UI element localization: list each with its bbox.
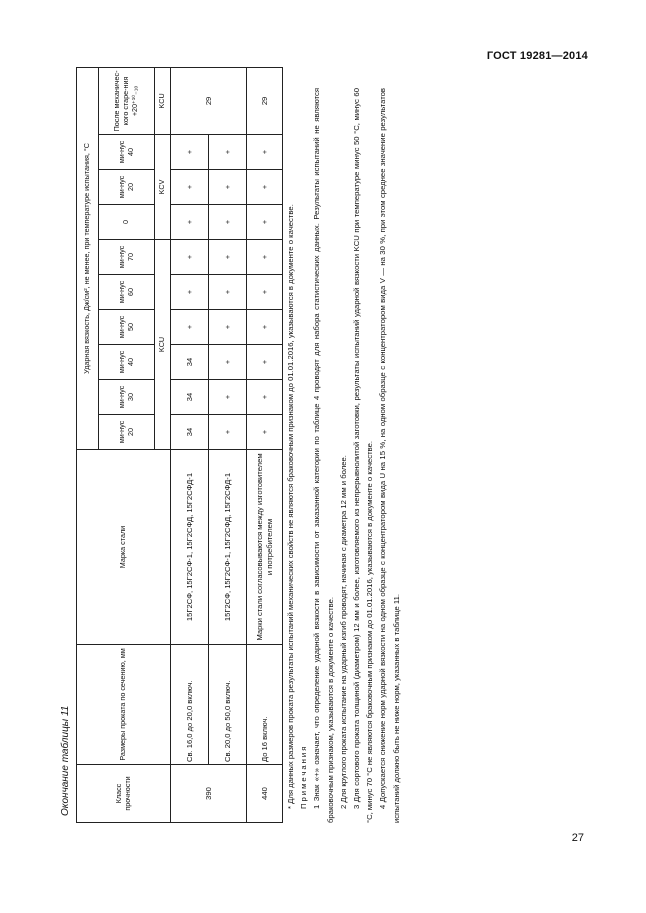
header-kcu-m20: ми-нус 20: [99, 415, 155, 450]
note-item: 2 Для круглого проката испытание на ударный изгиб проводят, начиная с диаметра 12 мм и более.: [338, 455, 348, 809]
cell-value: +: [247, 275, 283, 310]
cell-size: Св. 20,0 до 50,0 включ.: [209, 645, 247, 765]
cell-value: +: [171, 310, 209, 345]
cell-grade: 15Г2СФ, 15Г2СФ-1, 15Г2СФД, 15Г2СФД-1: [209, 450, 247, 645]
cell-value: 34: [171, 380, 209, 415]
cell-value: +: [247, 240, 283, 275]
header-kcv-m40: ми-нус 40: [99, 135, 155, 170]
standard-number: ГОСТ 19281—2014: [486, 50, 588, 62]
header-impact-group: Ударная вязкость, Дж/см², не менее, при температуре испытания, °С: [77, 67, 99, 449]
cell-value: +: [209, 240, 247, 275]
cell-value: +: [209, 275, 247, 310]
note-item: 3 Для сортового проката толщиной (диаметром) 12 мм и более, изготовляемого из непрерывнолитой заготовки, результаты испытаний ударной вязкости KCU при температуре минус 50 °С, минус 60 °С, минус 70 °С не являются браковочным признаком до 01.01.2016, указываются в документе о качестве.: [352, 88, 375, 823]
header-grade: Марка стали: [77, 450, 171, 645]
cell-size: Св. 16,0 до 20,0 включ.: [171, 645, 209, 765]
header-kcu-m70: ми-нус 70: [99, 240, 155, 275]
cell-class: 390: [171, 765, 247, 823]
header-kcu-m50: ми-нус 50: [99, 310, 155, 345]
cell-class: 440: [247, 765, 283, 823]
cell-value: +: [209, 135, 247, 170]
header-kcu-m40: ми-нус 40: [99, 345, 155, 380]
table-row: [171, 67, 209, 822]
cell-value: +: [247, 170, 283, 205]
cell-value: 34: [171, 345, 209, 380]
rotated-table-block: [76, 70, 451, 823]
cell-value: +: [247, 135, 283, 170]
page-number: 27: [571, 832, 584, 844]
table-notes: [284, 88, 403, 823]
header-kcu-group: KCU: [155, 240, 171, 450]
header-kcv-group: KCV: [155, 135, 171, 240]
header-kcv-m20: ми-нус 20: [99, 170, 155, 205]
cell-value: +: [209, 170, 247, 205]
cell-grade: 15Г2СФ, 15Г2СФ-1, 15Г2СФД, 15Г2СФД-1: [171, 450, 209, 645]
cell-value: +: [247, 345, 283, 380]
impact-strength-table: [76, 67, 283, 823]
cell-value: +: [209, 345, 247, 380]
cell-value: +: [247, 415, 283, 450]
cell-value: +: [247, 310, 283, 345]
cell-grade: Марки стали согласовываются между изготовителем и потребителем: [247, 450, 283, 645]
cell-value: +: [171, 135, 209, 170]
cell-value: +: [171, 275, 209, 310]
note-item: 4 Допускается снижение норм ударной вязкости на одном образце с концентратором вида U на 15 %, на одном образце с концентратором вида V — на 30 %, при этом среднее значение результатов испытаний должно быть не ниже норм, указанных в таблице 11.: [378, 88, 401, 823]
note-item: 1 Знак «+» означает, что определение ударной вязкости в зависимости от заказанной категории по таблице 4 проводят для набора статистических данных. Результаты испытаний не являются браковочным признаком, указываются в документе о качестве.: [312, 88, 335, 823]
table-row: [209, 67, 247, 822]
cell-value: 34: [171, 415, 209, 450]
cell-value: +: [209, 205, 247, 240]
cell-value: +: [171, 240, 209, 275]
footnote: * Для данных размеров проката результаты испытаний механических свойств не являются браковочным признаком до 01.01.2016, указываются в документе о качестве.: [286, 204, 295, 809]
cell-value: +: [171, 205, 209, 240]
header-kcu-after-group: KCU: [155, 67, 171, 134]
cell-value: +: [247, 380, 283, 415]
cell-after-aging: 29: [247, 67, 283, 134]
cell-value: +: [209, 380, 247, 415]
notes-heading: Примечания: [299, 744, 309, 809]
header-sizes: Размеры проката по сечению, мм: [77, 645, 171, 765]
table-caption: Окончание таблицы 11: [60, 705, 71, 816]
cell-value: +: [171, 170, 209, 205]
table-row: [247, 67, 283, 822]
header-after-aging: После механичес-кого старе-ния +20⁺¹⁰₋₁₀: [99, 67, 155, 134]
cell-value: +: [209, 310, 247, 345]
cell-value: +: [209, 415, 247, 450]
header-kcu-m30: ми-нус 30: [99, 380, 155, 415]
cell-after-aging: 29: [171, 67, 247, 134]
header-kcu-m60: ми-нус 60: [99, 275, 155, 310]
header-kcv-0: 0: [99, 205, 155, 240]
header-class: Класс прочности: [77, 765, 171, 823]
cell-size: До 16 включ.: [247, 645, 283, 765]
cell-value: +: [247, 205, 283, 240]
